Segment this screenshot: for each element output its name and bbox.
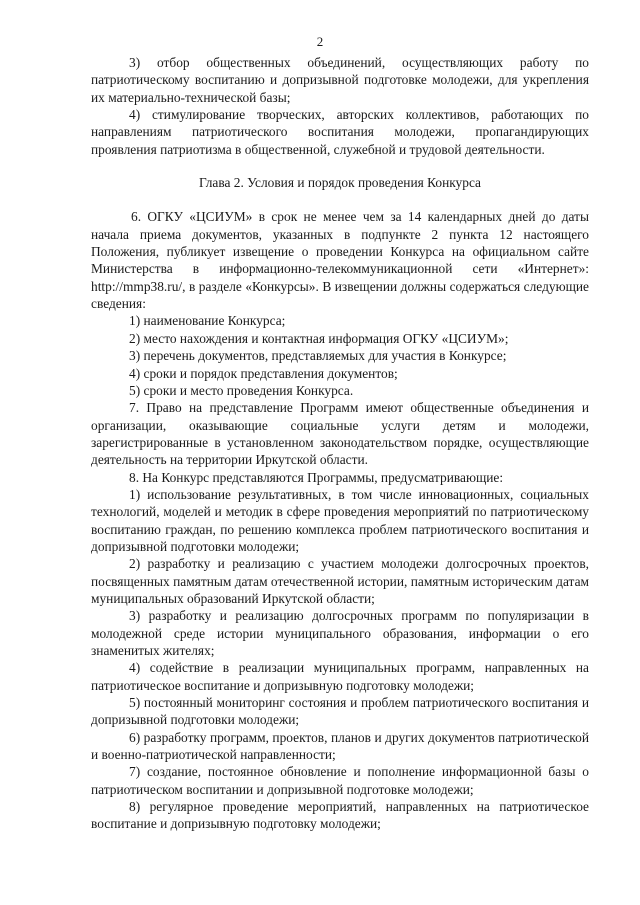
clause-6-item-2: 2) место нахождения и контактная информация ОГКУ «ЦСИУМ»; [129,330,509,346]
clause-8-item-2: 2) разработку и реализацию с участием молодежи долгосрочных проектов, посвященных памятным датам отечественной истории, памятным историческим датам муниципальных образований Иркутской области; [91,556,589,606]
clause-6: 6. ОГКУ «ЦСИУМ» в срок не менее чем за 14 календарных дней до даты начала приема документов, указанных в подпункте 2 пункта 12 настоящего Положения, публикует извещение о проведении Конкурса на официальном сайте Министерства в информационно-телекоммуникационной сети «Интернет»: http://mmp38.ru/, в разделе «Конкурсы». В извещении должны содержаться следующие сведения: [91,209,589,312]
clause-7: 7. Право на представление Программ имеют общественные объединения и организации, оказывающие социальные услуги детям и молодежи, зарегистрированные в установленном законодательством порядке, осуществляющие деятельность на территории Иркутской области. [91,400,589,468]
clause-6-item-1: 1) наименование Конкурса; [129,313,286,329]
clause-8-item-6: 6) разработку программ, проектов, планов и других документов патриотической и военно-патриотической направленности; [91,729,589,763]
intro-item-3: 3) отбор общественных объединений, осуществляющих работу по патриотическому воспитанию и допризывной подготовке молодежи, для укрепления их материально-технической базы; [91,55,589,105]
clause-6-item-5: 5) сроки и место проведения Конкурса. [129,382,354,398]
clause-8-item-3: 3) разработку и реализацию долгосрочных программ по популяризации в молодежной среде истории муниципального образования, информации о его знаменитых жителях; [91,608,589,658]
intro-item-4: 4) стимулирование творческих, авторских коллективов, работающих по направлениям патриотического воспитания молодежи, пропагандирующих проявления патриотизма в общественной, служебной и трудовой деятельности. [91,107,589,157]
clause-8-item-5: 5) постоянный мониторинг состояния и проблем патриотического воспитания и допризывной подготовки молодежи; [91,695,589,728]
clause-8-item-8: 8) регулярное проведение мероприятий, направленных на патриотическое воспитание и допризывную подготовку молодежи; [91,799,589,832]
clause-6-item-4: 4) сроки и порядок представления документов; [129,365,398,381]
clause-8-item-4: 4) содействие в реализации муниципальных программ, направленных на патриотическое воспитание и допризывную подготовку молодежи; [91,660,589,693]
clause-8: 8. На Конкурс представляются Программы, предусматривающие: [129,469,504,485]
clause-6-item-3: 3) перечень документов, представляемых для участия в Конкурсе; [129,348,507,364]
clause-8-item-7: 7) создание, постоянное обновление и пополнение информационной базы о патриотическом воспитании и допризывной подготовке молодежи; [91,764,589,797]
chapter-heading: Глава 2. Условия и порядок проведения Конкурса [198,175,481,191]
clause-8-item-1: 1) использование результативных, в том числе инновационных, социальных технологий, моделей и методик в сфере проведения мероприятий по патриотическому воспитанию граждан, по решению комплекса проблем патриотического воспитания и допризывной подготовки молодежи; [91,486,589,554]
document-body [91,54,589,833]
page-number: 2 [316,34,324,49]
